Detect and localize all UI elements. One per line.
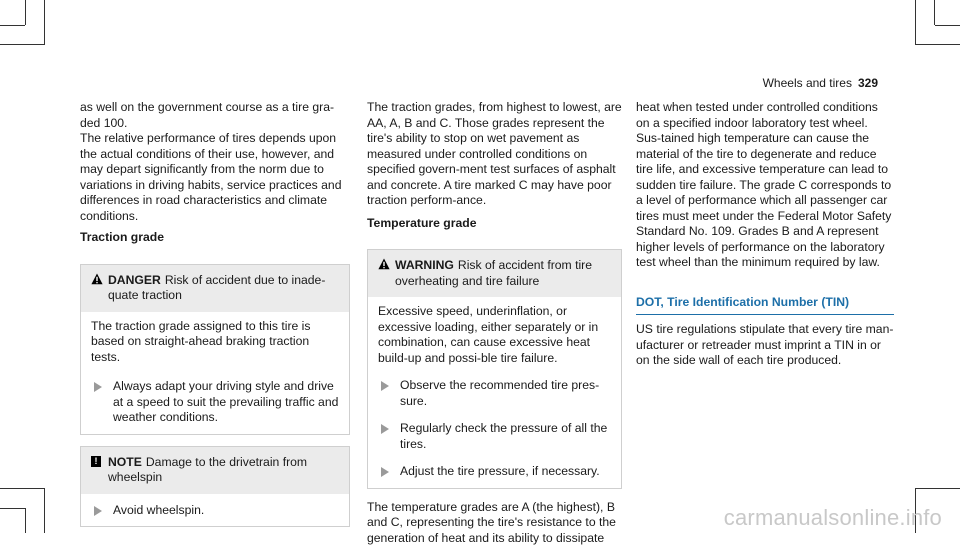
- note-step-text: Avoid wheelspin.: [113, 503, 204, 517]
- crop-mark: [44, 0, 45, 45]
- column-3: [636, 100, 894, 369]
- warning-box-body: [368, 297, 621, 488]
- column-2: [367, 100, 622, 546]
- page-header: [763, 76, 878, 92]
- crop-mark: [0, 44, 45, 45]
- traction-grades-paragraph: The traction grades, from highest to lowest, are AA, A, B and C. Those grades represent the tire's ability to stop on wet pavement as measured under controlled conditions on specified govern-ment test surfaces of asphalt and concrete. A tire marked C may have poor traction perform-ance.: [367, 100, 622, 209]
- exclamation-icon: !: [91, 456, 101, 467]
- danger-title: Risk of accident due to inade-quate traction: [108, 273, 325, 303]
- crop-mark: [44, 488, 45, 533]
- crop-mark: [915, 0, 916, 45]
- performance-paragraph: The relative performance of tires depends upon the actual conditions of their use, however, and may depart significantly from the norm due to variations in driving habits, service practices and differences in road characteristics and climate conditions.: [80, 131, 350, 224]
- note-box: [80, 446, 350, 528]
- column-1: [80, 100, 350, 527]
- warning-triangle-icon: [91, 273, 103, 285]
- warning-step: [378, 421, 611, 452]
- note-keyword: NOTE: [108, 455, 142, 469]
- dot-tin-heading: DOT, Tire Identification Number (TIN): [636, 295, 894, 316]
- crop-mark: [25, 508, 26, 533]
- step-arrow-icon: [94, 382, 102, 392]
- warning-keyword: WARNING: [395, 258, 454, 272]
- danger-box-body: [81, 312, 349, 434]
- crop-mark: [935, 25, 960, 26]
- note-step: [91, 503, 339, 519]
- step-arrow-icon: [381, 381, 389, 391]
- warning-step-3: Adjust the tire pressure, if necessary.: [400, 464, 600, 478]
- intro-paragraph: as well on the government course as a tire gra-ded 100.: [80, 100, 350, 131]
- warning-step-1: Observe the recommended tire pres-sure.: [400, 378, 599, 408]
- warning-box-header: [368, 250, 621, 297]
- warning-step: [378, 378, 611, 409]
- step-arrow-icon: [381, 467, 389, 477]
- crop-mark: [0, 488, 45, 489]
- crop-mark: [25, 0, 26, 25]
- crop-mark: [934, 0, 935, 25]
- crop-mark: [915, 44, 960, 45]
- temperature-continued-paragraph: heat when tested under controlled conditions on a specified indoor laboratory test wheel. Sus-tained high temperature can cause the material of the tire to degenerate and reduce tire life, and excessive temperature can lead to sudden tire failure. The grade C corresponds to a level of performance which all passenger car tires must meet under the Federal Motor Safety Standard No. 109. Grades B and A represent higher levels of performance on the laboratory test wheel than the minimum required by law.: [636, 100, 894, 271]
- danger-box-header: [81, 265, 349, 312]
- warning-box: [367, 249, 622, 489]
- warning-step: [378, 464, 611, 480]
- temperature-grade-heading: Temperature grade: [367, 216, 622, 232]
- warning-body-text: Excessive speed, underinflation, or excessive loading, either separately or in combination, can cause excessive heat build-up and possi-ble tire failure.: [378, 304, 611, 366]
- danger-body-text: The traction grade assigned to this tire is based on straight-ahead braking traction tests.: [91, 319, 339, 366]
- tin-paragraph: US tire regulations stipulate that every tire man-ufacturer or retreader must imprint a TIN in or on the side wall of each tire produced.: [636, 322, 894, 369]
- danger-box: [80, 264, 350, 435]
- temperature-grades-paragraph: The temperature grades are A (the highest), B and C, representing the tire's resistance to the generation of heat and its ability to dissipate: [367, 500, 622, 546]
- crop-mark: [0, 25, 25, 26]
- step-arrow-icon: [94, 506, 102, 516]
- danger-keyword: DANGER: [108, 273, 161, 287]
- page-number: 329: [858, 76, 878, 90]
- traction-grade-heading: Traction grade: [80, 230, 350, 246]
- note-box-body: [81, 494, 349, 527]
- danger-step-text: Always adapt your driving style and drive at a speed to suit the prevailing traffic and weather conditions.: [113, 379, 338, 424]
- section-title: Wheels and tires: [763, 76, 852, 90]
- note-box-header: [81, 447, 349, 494]
- crop-mark: [0, 508, 25, 509]
- step-arrow-icon: [381, 424, 389, 434]
- warning-triangle-icon: [378, 258, 390, 270]
- danger-step: [91, 379, 339, 426]
- note-title: Damage to the drivetrain from wheelspin: [108, 455, 307, 485]
- watermark: carmanualsonline.info: [724, 510, 942, 526]
- warning-step-2: Regularly check the pressure of all the tires.: [400, 421, 607, 451]
- warning-title: Risk of accident from tire overheating and tire failure: [395, 258, 592, 288]
- crop-mark: [915, 488, 960, 489]
